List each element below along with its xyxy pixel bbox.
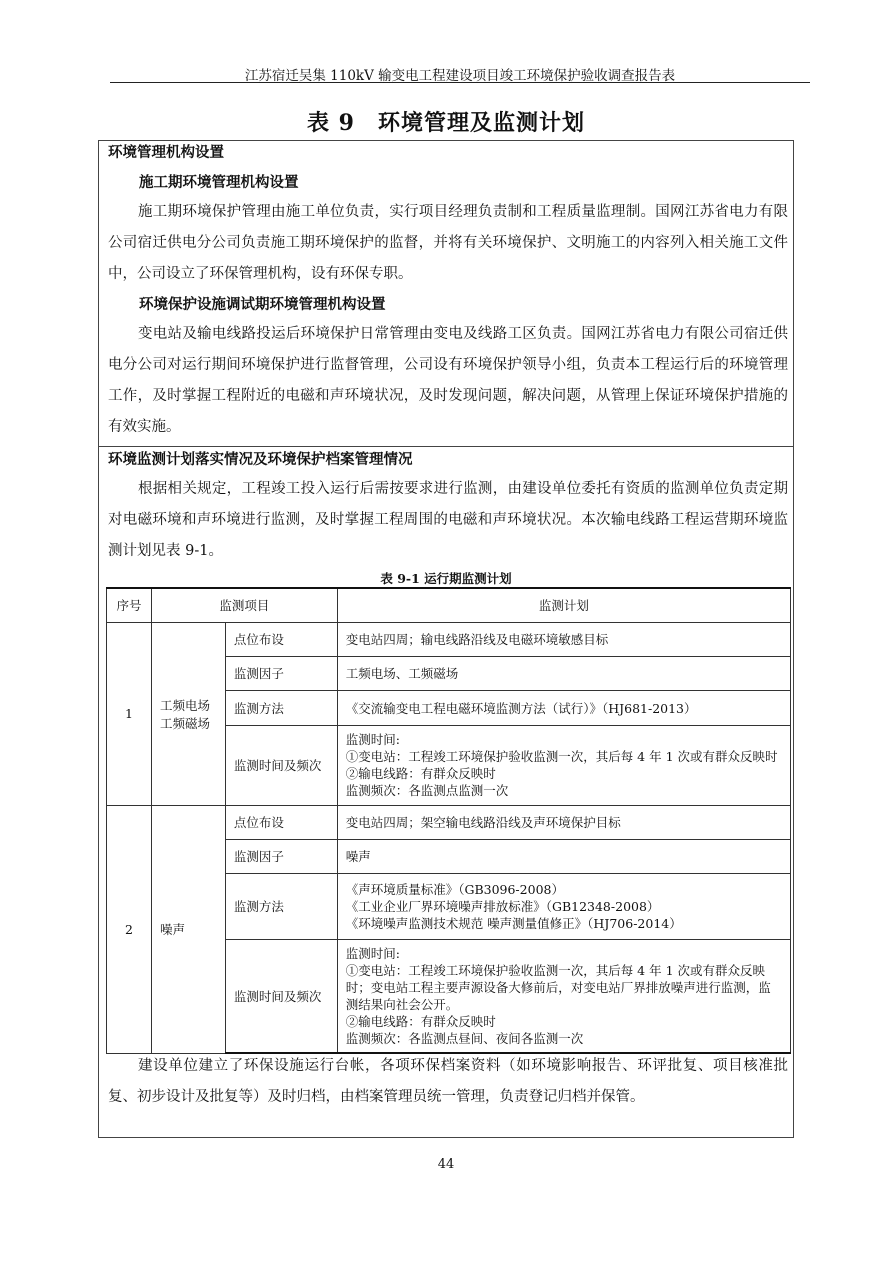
page-number: 44 — [437, 1157, 455, 1172]
plan-cell: 工频电场、工频磁场 — [337, 656, 790, 690]
plan-line: 监测时间: — [345, 945, 400, 961]
plan-cell — [337, 939, 790, 1053]
plan-cell: 变电站四周；架空输电线路沿线及声环境保护目标 — [337, 805, 790, 839]
plan-line: ①变电站：工程竣工环境保护验收监测一次，其后每 4 年 1 次或有群众反映时；变电站工程主要声源设备大修前后，对变电站厂界排放噪声进行监测，监测结果向社会公开。 — [345, 962, 771, 1012]
section-heading: 环境管理机构设置 — [108, 144, 224, 161]
row-number: 2 — [107, 805, 152, 1053]
paragraph: 建设单位建立了环保设施运行台帐，各项环保档案资料（如环境影响报告、环评批复、项目核准批复、初步设计及批复等）及时归档，由档案管理员统一管理，负责登记归档并保管。 — [108, 1058, 788, 1105]
table-caption: 表 9-1 运行期监测计划 — [380, 571, 512, 586]
section-heading: 环境监测计划落实情况及环境保护档案管理情况 — [108, 451, 413, 468]
section-env-management — [98, 140, 794, 447]
plan-cell — [337, 873, 790, 939]
plan-line: 监测频次：各监测点昼间、夜间各监测一次 — [345, 1030, 584, 1046]
table-row — [107, 805, 791, 839]
item-cell: 噪声 — [151, 805, 225, 1053]
plan-line: ①变电站：工程竣工环境保护验收监测一次，其后每 4 年 1 次或有群众反映时 — [345, 749, 778, 764]
plan-line: 《工业企业厂界环境噪声排放标准》（GB12348-2008） — [345, 898, 660, 914]
plan-line: 《声环境质量标准》（GB3096-2008） — [345, 881, 564, 897]
sub-item-label: 监测时间及频次 — [225, 725, 337, 805]
plan-cell — [337, 725, 790, 805]
sub-item-label: 监测方法 — [225, 690, 337, 725]
header-cell: 序号 — [107, 588, 152, 622]
page-title: 表 9 环境管理及监测计划 — [307, 110, 585, 136]
item-cell — [151, 622, 225, 805]
paragraph: 根据相关规定，工程竣工投入运行后需按要求进行监测，由建设单位委托有资质的监测单位负责定期对电磁环境和声环境进行监测，及时掌握工程周围的电磁和声环境状况。本次输电线路工程运营期环境监测计划见表 9-1。 — [108, 481, 788, 559]
plan-line: 《环境噪声监测技术规范 噪声测量值修正》（HJ706-2014） — [345, 915, 682, 931]
item-line: 工频磁场 — [159, 715, 210, 731]
sub-item-label: 监测方法 — [225, 873, 337, 939]
sub-item-label: 点位布设 — [225, 805, 337, 839]
subsection-heading: 环境保护设施调试期环境管理机构设置 — [139, 296, 386, 313]
sub-item-label: 监测时间及频次 — [225, 939, 337, 1053]
header-rule — [110, 82, 810, 83]
sub-item-label: 点位布设 — [225, 622, 337, 656]
plan-line: ②输电线路：有群众反映时 — [345, 766, 496, 781]
header-cell: 监测项目 — [151, 588, 337, 622]
plan-line: 监测频次：各监测点监测一次 — [345, 783, 509, 798]
monitoring-plan-table — [106, 587, 791, 1054]
item-line: 工频电场 — [159, 697, 210, 713]
page-header: 江苏宿迁吴集 110kV 输变电工程建设项目竣工环境保护验收调查报告表 — [244, 68, 676, 84]
table-row — [107, 622, 791, 656]
sub-item-label: 监测因子 — [225, 839, 337, 873]
sub-item-label: 监测因子 — [225, 656, 337, 690]
paragraph: 变电站及输电线路投运后环境保护日常管理由变电及线路工区负责。国网江苏省电力有限公司宿迁供电分公司对运行期间环境保护进行监督管理，公司设有环境保护领导小组，负责本工程运行后的环境管理工作，及时掌握工程附近的电磁和声环境状况，及时发现问题，解决问题，从管理上保证环境保护措施的有效实施。 — [108, 326, 788, 435]
table-header-row — [107, 588, 791, 622]
subsection-heading: 施工期环境管理机构设置 — [139, 174, 299, 191]
plan-line: 监测时间: — [345, 732, 400, 747]
plan-cell: 噪声 — [337, 839, 790, 873]
header-cell: 监测计划 — [337, 588, 790, 622]
plan-cell: 《交流输变电工程电磁环境监测方法（试行）》（HJ681-2013） — [337, 690, 790, 725]
paragraph: 施工期环境保护管理由施工单位负责，实行项目经理负责制和工程质量监理制。国网江苏省电力有限公司宿迁供电分公司负责施工期环境保护的监督，并将有关环境保护、文明施工的内容列入相关施工文件中，公司设立了环保管理机构，设有环保专职。 — [108, 204, 788, 282]
plan-line: ②输电线路：有群众反映时 — [345, 1013, 496, 1029]
plan-cell: 变电站四周；输电线路沿线及电磁环境敏感目标 — [337, 622, 790, 656]
row-number: 1 — [107, 622, 152, 805]
